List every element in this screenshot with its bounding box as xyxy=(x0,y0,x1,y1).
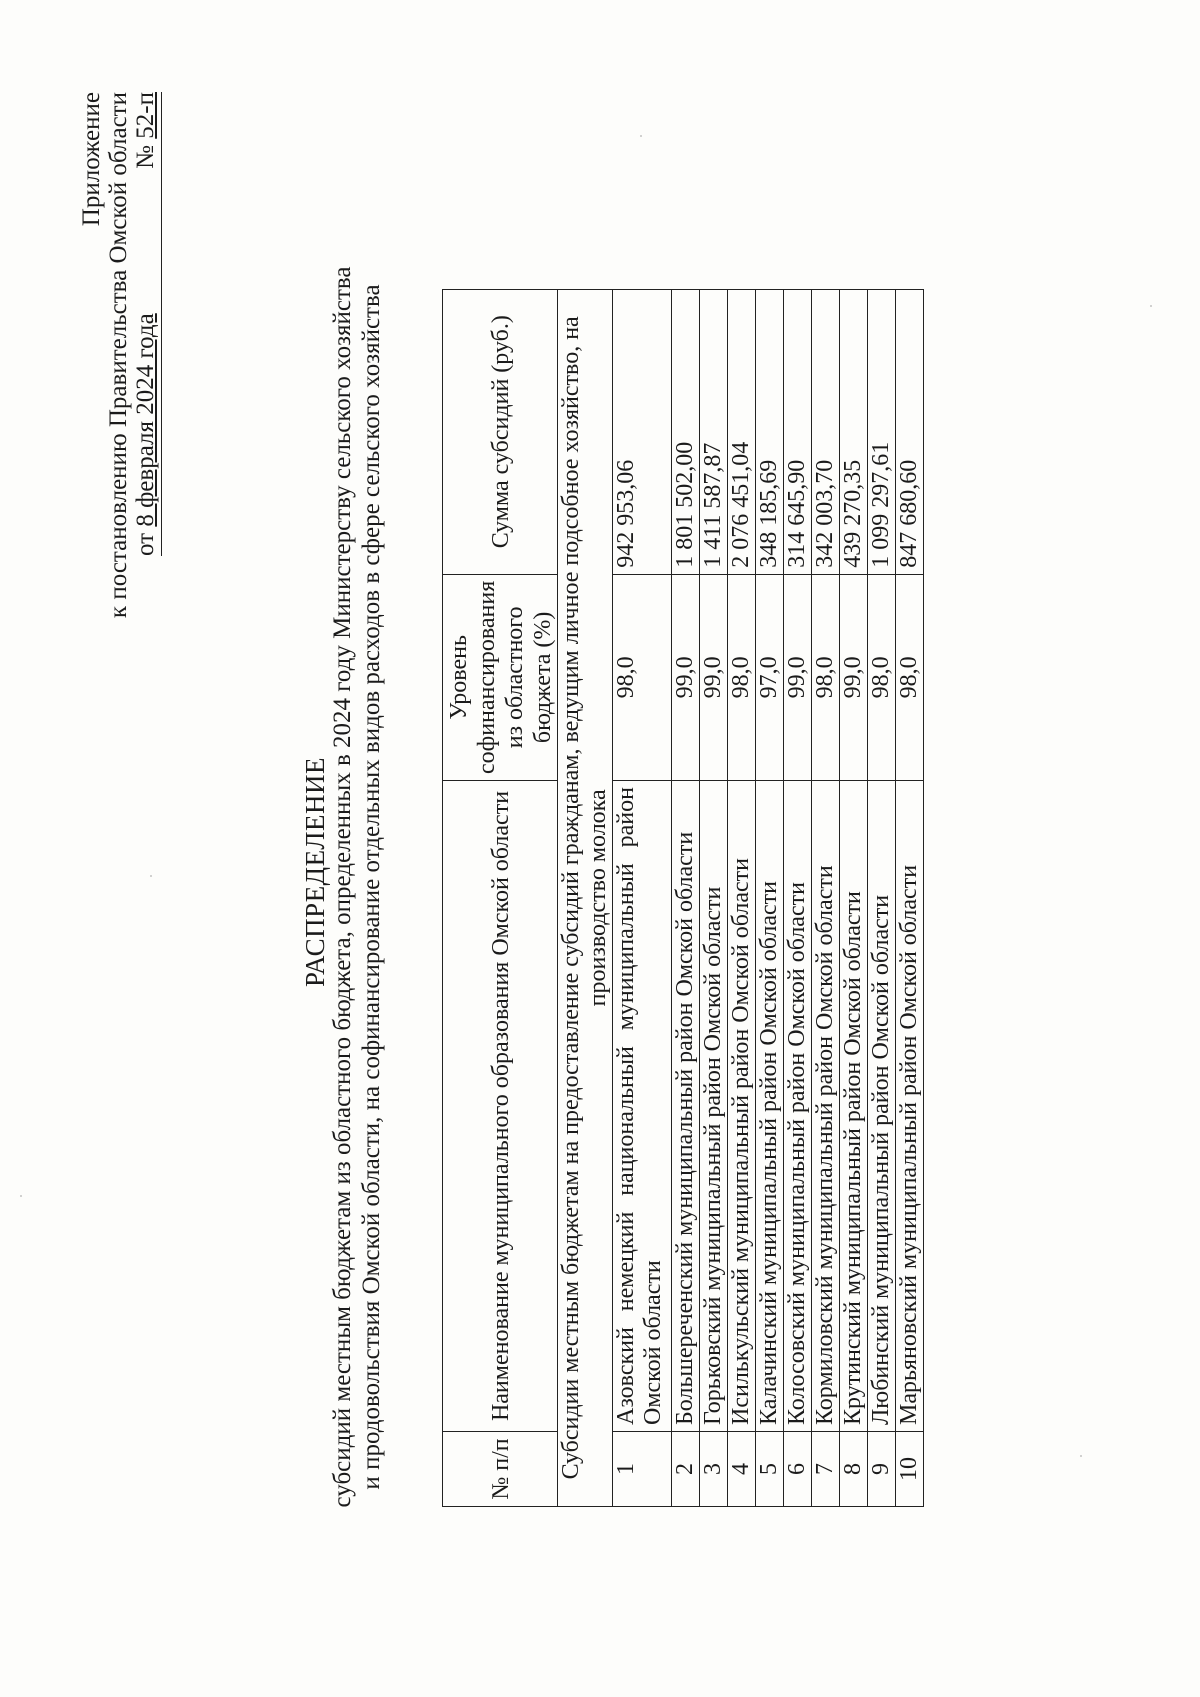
table-row xyxy=(784,289,812,1506)
row-sum: 1 099 297,61 xyxy=(868,289,896,574)
row-name: Крутинский муниципальный район Омской области xyxy=(840,781,868,1432)
table-header-row xyxy=(443,289,558,1506)
header-num: № п/п xyxy=(443,1432,558,1507)
row-sum: 342 003,70 xyxy=(812,289,840,574)
row-name: Кормиловский муниципальный район Омской области xyxy=(812,781,840,1432)
row-name: Горьковский муниципальный район Омской области xyxy=(700,781,728,1432)
row-sum: 439 270,35 xyxy=(840,289,868,574)
appendix-date xyxy=(132,313,159,556)
appendix-underline xyxy=(159,92,162,556)
subtitle-line-1: субсидий местным бюджетам из областного бюджета, определенных в 2024 году Министерству сельского хозяйства xyxy=(329,266,356,1508)
row-sum: 348 185,69 xyxy=(756,289,784,574)
table-row xyxy=(672,289,700,1506)
row-num: 1 xyxy=(613,1432,672,1507)
table-row xyxy=(812,289,840,1506)
row-num: 7 xyxy=(812,1432,840,1507)
document-title: РАСПРЕДЕЛЕНИЕ xyxy=(300,756,330,988)
section-title: Субсидии местным бюджетам на предоставление субсидий гражданам, ведущим личное подсобное хозяйство, на производство молока xyxy=(558,289,613,1506)
document-subtitle xyxy=(328,197,386,1577)
scan-speck xyxy=(1150,305,1152,307)
table-row xyxy=(868,289,896,1506)
table-row xyxy=(613,289,672,1506)
row-num: 6 xyxy=(784,1432,812,1507)
row-sum: 2 076 451,04 xyxy=(728,289,756,574)
row-name: Марьяновский муниципальный район Омской области xyxy=(896,781,924,1432)
row-level: 99,0 xyxy=(784,574,812,780)
scan-speck xyxy=(150,875,152,877)
row-num: 4 xyxy=(728,1432,756,1507)
row-level: 98,0 xyxy=(868,574,896,780)
row-sum: 942 953,06 xyxy=(613,289,672,574)
row-name: Большереченский муниципальный район Омской области xyxy=(672,781,700,1432)
appendix-resolution: к постановлению Правительства Омской области xyxy=(105,92,132,619)
subsidy-table xyxy=(442,289,924,1507)
table-row xyxy=(896,289,924,1506)
row-level: 98,0 xyxy=(896,574,924,780)
scan-speck xyxy=(640,135,642,137)
table-row xyxy=(700,289,728,1506)
scan-speck xyxy=(20,1195,22,1197)
number-prefix: № xyxy=(132,144,159,169)
appendix-block xyxy=(78,92,162,618)
row-level: 98,0 xyxy=(728,574,756,780)
row-num: 8 xyxy=(840,1432,868,1507)
row-num: 2 xyxy=(672,1432,700,1507)
row-num: 5 xyxy=(756,1432,784,1507)
row-level: 98,0 xyxy=(812,574,840,780)
header-sum: Сумма субсидий (руб.) xyxy=(443,289,558,574)
row-name: Калачинский муниципальный район Омской области xyxy=(756,781,784,1432)
scan-speck xyxy=(1080,1455,1082,1457)
row-num: 3 xyxy=(700,1432,728,1507)
table-row xyxy=(840,289,868,1506)
header-level: Уровень софинансирования из областного бюджета (%) xyxy=(443,574,558,780)
row-name: Любинский муниципальный район Омской области xyxy=(868,781,896,1432)
row-name: Исилькульский муниципальный район Омской области xyxy=(728,781,756,1432)
table-row xyxy=(728,289,756,1506)
date-prefix: от xyxy=(132,532,159,556)
row-level: 98,0 xyxy=(613,574,672,780)
row-sum: 847 680,60 xyxy=(896,289,924,574)
row-sum: 1 801 502,00 xyxy=(672,289,700,574)
row-sum: 314 645,90 xyxy=(784,289,812,574)
row-level: 97,0 xyxy=(756,574,784,780)
row-level: 99,0 xyxy=(672,574,700,780)
row-sum: 1 411 587,87 xyxy=(700,289,728,574)
subtitle-line-2: и продовольствия Омской области, на софинансирование отдельных видов расходов в сфере сельского хозяйства xyxy=(358,284,385,1490)
table-section-row xyxy=(558,289,613,1506)
row-level: 99,0 xyxy=(840,574,868,780)
number-value: 52-п xyxy=(132,92,159,139)
date-value: 8 февраля 2024 года xyxy=(132,313,159,527)
table-row xyxy=(756,289,784,1506)
header-name: Наименование муниципального образования Омской области xyxy=(443,781,558,1432)
row-level: 99,0 xyxy=(700,574,728,780)
row-num: 9 xyxy=(868,1432,896,1507)
appendix-number xyxy=(132,92,159,169)
appendix-date-line xyxy=(132,92,159,556)
row-num: 10 xyxy=(896,1432,924,1507)
row-name: Колосовский муниципальный район Омской области xyxy=(784,781,812,1432)
row-name: Азовский немецкий национальный муниципальный район Омской области xyxy=(613,781,672,1432)
appendix-title: Приложение xyxy=(78,92,105,227)
